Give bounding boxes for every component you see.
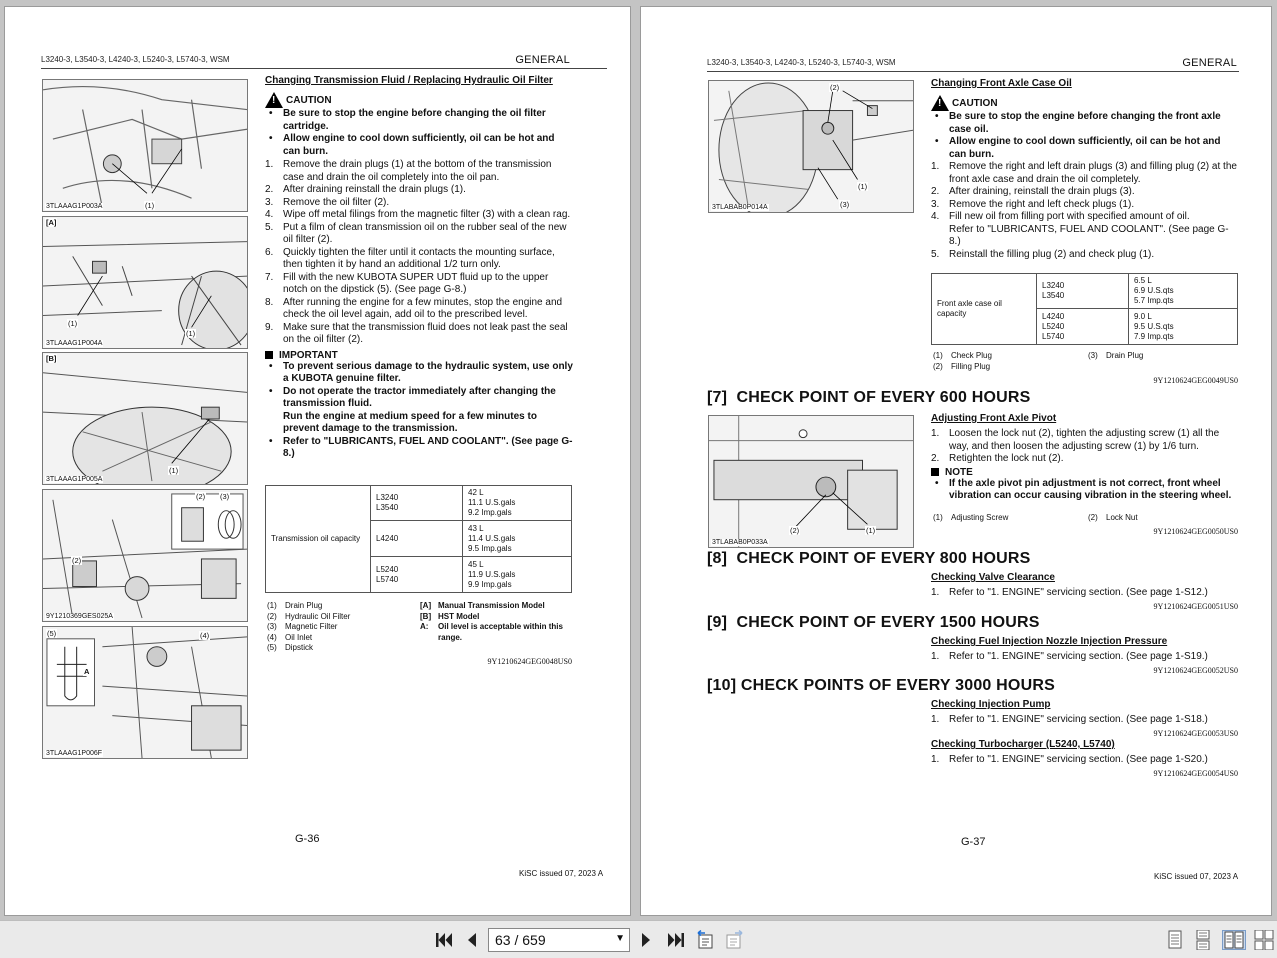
axle-capacity-table: [931, 273, 1238, 345]
step-item: 2. Retighten the lock nut (2).: [931, 453, 1064, 464]
table-label: Front axle case oil capacity: [932, 274, 1037, 345]
table-cell: L3240 L3540: [1037, 274, 1129, 309]
warning-icon: [265, 92, 283, 108]
figure-code: 3TLAAAG1P003A: [46, 203, 103, 210]
section-title: Checking Valve Clearance: [931, 572, 1055, 583]
table-cell: 6.5 L 6.9 U.S.qts 5.7 Imp.qts: [1129, 274, 1238, 309]
table-cell: 9.0 L 9.5 U.S.qts 7.9 Imp.qts: [1129, 309, 1238, 345]
go-forward-icon[interactable]: [722, 929, 746, 951]
header-models: L3240-3, L3540-3, L4240-3, L5240-3, L5740-3, WSM: [707, 58, 896, 67]
left-page: [4, 6, 631, 916]
step-item: 1. Refer to "1. ENGINE" servicing section. (See page 1-S19.): [931, 651, 1208, 662]
step-item: 8. After running the engine for a few minutes, stop the engine and check the oil level again, add oil to the prescribed level.: [265, 296, 563, 320]
important-square-icon: [265, 351, 273, 359]
figure-callout: (2): [196, 492, 206, 501]
reference-code: 9Y1210624GEG0048US0: [487, 657, 572, 666]
section-title: Checking Injection Pump: [931, 699, 1051, 710]
caution-heading: ! CAUTION: [931, 95, 1239, 111]
page-number: G-36: [295, 833, 320, 845]
valve-block: [931, 572, 1239, 600]
important-heading: IMPORTANT: [265, 350, 573, 361]
figure-callout: (2): [72, 556, 82, 565]
important-item: • To prevent serious damage to the hydraulic system, use only a KUBOTA genuine filter.: [265, 361, 573, 386]
figure-code: 3TLAAAG1P004A: [46, 340, 103, 347]
figure-axle-pivot: [708, 415, 914, 548]
important-list: [265, 361, 573, 461]
figure-drain-plugs-1: [42, 79, 248, 212]
section-heading-600: [7] CHECK POINT OF EVERY 600 HOURS: [707, 389, 1031, 406]
left-text-column: [265, 75, 573, 461]
next-page-icon[interactable]: [636, 929, 656, 951]
page-input-value: 63 / 659: [495, 932, 546, 948]
figure-code: 3TLABAB0P033A: [712, 539, 768, 546]
legend-item: (2) Filling Plug: [933, 361, 991, 371]
figure-callout: (4): [200, 631, 210, 640]
figure-front-axle: [708, 80, 914, 213]
pump-block: [931, 699, 1239, 727]
note-heading: NOTE: [931, 467, 1239, 478]
step-item: 5. Put a film of clean transmission oil on the rubber seal of the new oil filter (2).: [265, 221, 567, 245]
legend-item: A: Oil level is acceptable within this range.: [420, 622, 563, 642]
table-cell: 42 L 11.1 U.S.gals 9.2 Imp.gals: [463, 486, 572, 521]
figure-callout: A: [84, 667, 90, 676]
figure-callout: (1): [169, 466, 179, 475]
right-text-column-1: [931, 78, 1239, 261]
important-item: • Do not operate the tractor immediately after changing the transmission fluid. Run the engine at medium speed for a few minutes to prevent damage to the transmission.: [265, 386, 573, 436]
table-cell: L4240: [371, 521, 463, 557]
legend-item: (1) Check Plug: [933, 351, 992, 360]
section-heading-800: [8] CHECK POINT OF EVERY 800 HOURS: [707, 550, 1031, 567]
step-item: 1. Remove the drain plugs (1) at the bottom of the transmission case and drain the oil completely into the oil pan.: [265, 159, 552, 183]
figure-code: 9Y1210369GES025A: [46, 613, 113, 620]
step-item: 3. Remove the right and left check plugs (1).: [931, 198, 1135, 210]
caution-item: • Be sure to stop the engine before changing the front axle case oil.: [931, 111, 1239, 136]
figure-code: 3TLAAAG1P005A: [46, 476, 103, 483]
reference-code: 9Y1210624GEG0052US0: [1153, 666, 1238, 675]
section-title: Adjusting Front Axle Pivot: [931, 413, 1057, 424]
figure-callout: (3): [220, 492, 230, 501]
chevron-down-icon[interactable]: ▼: [615, 933, 625, 944]
right-page: [640, 6, 1272, 916]
two-page-view-icon[interactable]: [1222, 930, 1246, 950]
figure-tag: [B]: [46, 354, 57, 363]
header-rule: [707, 71, 1239, 72]
pivot-legend: [933, 513, 1233, 524]
legend-item: (2) Lock Nut: [1088, 513, 1138, 522]
legend-item: (2) Hydraulic Oil Filter: [267, 611, 351, 621]
reference-code: 9Y1210624GEG0049US0: [1153, 376, 1238, 385]
step-item: 6. Quickly tighten the filter until it contacts the mounting surface, then tighten it by hand an additional 1/2 turn only.: [265, 246, 555, 270]
figure-callout: (3): [840, 200, 850, 209]
step-item: 5. Reinstall the filling plug (2) and check plug (1).: [931, 248, 1155, 260]
previous-page-icon[interactable]: [462, 929, 482, 951]
table-cell: L5240 L5740: [371, 557, 463, 593]
figure-legend: [267, 601, 417, 654]
reference-code: 9Y1210624GEG0050US0: [1153, 527, 1238, 536]
caution-item: • Allow engine to cool down sufficiently, oil can be hot and can burn.: [931, 136, 1239, 161]
figure-callout: (2): [830, 83, 840, 92]
legend-item: [A] Manual Transmission Model: [420, 601, 545, 610]
step-item: 1. Refer to "1. ENGINE" servicing section. (See page 1-S12.): [931, 587, 1208, 598]
legend-item: (4) Oil Inlet: [267, 632, 313, 642]
single-page-view-icon[interactable]: [1166, 930, 1184, 950]
viewer-toolbar: [0, 920, 1277, 958]
caution-label: CAUTION: [286, 94, 332, 106]
step-item: 9. Make sure that the transmission fluid does not leak past the seal on the oil filter (2).: [265, 321, 568, 345]
figure-code: 3TLABAB0P014A: [712, 204, 768, 211]
last-page-icon[interactable]: [664, 929, 688, 951]
section-title: Checking Turbocharger (L5240, L5740): [931, 739, 1115, 750]
page-number-input[interactable]: [488, 928, 630, 952]
step-item: 2. After draining reinstall the drain plugs (1).: [265, 184, 466, 195]
caution-heading: [265, 92, 573, 108]
caution-list: [931, 111, 1239, 161]
two-page-continuous-view-icon[interactable]: [1254, 930, 1274, 950]
step-item: 1. Refer to "1. ENGINE" servicing section. (See page 1-S20.): [931, 754, 1208, 765]
caution-item: • Allow engine to cool down sufficiently, oil can be hot and can burn.: [265, 133, 573, 158]
legend-item: (3) Magnetic Filter: [267, 622, 338, 631]
figure-callout: (1): [68, 319, 78, 328]
legend-item: (3) Drain Plug: [1088, 351, 1144, 360]
table-cell: 43 L 11.4 U.S.gals 9.5 Imp.gals: [463, 521, 572, 557]
step-item: 7. Fill with the new KUBOTA SUPER UDT fluid up to the upper notch on the dipstick (5). (See page G-8.): [265, 271, 549, 295]
figure-callout: (2): [790, 526, 800, 535]
legend-item: [B] HST Model: [420, 611, 480, 621]
table-label: Transmission oil capacity: [266, 486, 371, 593]
go-back-icon[interactable]: [694, 929, 718, 951]
figure-manual-transmission: [42, 216, 248, 349]
figure-dipstick: [42, 626, 248, 759]
step-item: 1. Refer to "1. ENGINE" servicing section. (See page 1-S18.): [931, 714, 1208, 725]
steps-list: [931, 161, 1239, 261]
step-item: 2. After draining, reinstall the drain plugs (3).: [931, 186, 1135, 197]
figure-oil-filter: [42, 489, 248, 622]
figure-callout: (1): [186, 329, 196, 338]
section-title: Changing Front Axle Case Oil: [931, 78, 1072, 89]
legend-item: (1) Drain Plug: [267, 601, 323, 610]
issued-label: KiSC issued 07, 2023 A: [519, 869, 604, 878]
figure-callout: (1): [858, 182, 868, 191]
figure-callout: (1): [866, 526, 876, 535]
figure-hst-model: [42, 352, 248, 485]
header-rule: [41, 68, 607, 69]
step-item: 4. Wipe off metal filings from the magnetic filter (3) with a clean rag.: [265, 209, 571, 220]
section-title: Changing Transmission Fluid / Replacing Hydraulic Oil Filter: [265, 75, 553, 86]
turbo-block: [931, 739, 1239, 767]
reference-code: 9Y1210624GEG0051US0: [1153, 602, 1238, 611]
step-item: 3. Remove the oil filter (2).: [265, 196, 390, 208]
table-cell: L3240 L3540: [371, 486, 463, 521]
caution-item: • Be sure to stop the engine before changing the oil filter cartridge.: [265, 108, 573, 133]
figure-legend-right: [420, 601, 575, 643]
issued-label: KiSC issued 07, 2023 A: [1154, 872, 1239, 881]
first-page-icon[interactable]: [432, 929, 456, 951]
header-models: L3240-3, L3540-3, L4240-3, L5240-3, L5740-3, WSM: [41, 55, 230, 64]
page-number: G-37: [961, 836, 986, 848]
figure-callout: (1): [145, 201, 155, 210]
transmission-capacity-table: [265, 485, 572, 593]
table-cell: 45 L 11.9 U.S.gals 9.9 Imp.gals: [463, 557, 572, 593]
figure-code: 3TLAAAG1P006F: [46, 750, 103, 757]
note-list: [931, 478, 1239, 503]
legend-item: (1) Adjusting Screw: [933, 513, 1009, 522]
section-title: Checking Fuel Injection Nozzle Injection Pressure: [931, 636, 1168, 647]
header-section: GENERAL: [1182, 57, 1237, 69]
figure-tag: [A]: [46, 218, 57, 227]
reference-code: 9Y1210624GEG0054US0: [1153, 769, 1238, 778]
warning-icon: [931, 95, 949, 111]
pivot-steps: [931, 428, 1239, 466]
figure-callout: (5): [47, 629, 57, 638]
steps-list: [265, 159, 573, 347]
note-square-icon: [931, 468, 939, 476]
reference-code: 9Y1210624GEG0053US0: [1153, 729, 1238, 738]
header-section: GENERAL: [515, 54, 570, 66]
nozzle-block: [931, 636, 1239, 664]
note-item: • If the axle pivot pin adjustment is not correct, front wheel vibration can occur causing vibration in the steering wheel.: [931, 478, 1239, 503]
step-item: 1. Remove the right and left drain plugs (3) and filling plug (2) at the front axle case and drain the oil completely.: [931, 161, 1237, 185]
section-heading-1500: [9] CHECK POINT OF EVERY 1500 HOURS: [707, 614, 1040, 631]
continuous-view-icon[interactable]: [1194, 930, 1212, 950]
pivot-column: [931, 413, 1239, 503]
caution-list: [265, 108, 573, 158]
axle-legend: [933, 351, 1233, 372]
step-item: 1. Loosen the lock nut (2), tighten the adjusting screw (1) all the way, and then loosen the adjusting screw (1) by 1/6 turn.: [931, 428, 1220, 452]
important-item: • Refer to "LUBRICANTS, FUEL AND COOLANT". (See page G-8.): [265, 436, 573, 461]
legend-item: (5) Dipstick: [267, 643, 314, 652]
table-cell: L4240 L5240 L5740: [1037, 309, 1129, 345]
section-heading-3000: [10] CHECK POINTS OF EVERY 3000 HOURS: [707, 677, 1055, 694]
step-item: 4. Fill new oil from filling port with specified amount of oil. Refer to "LUBRICANTS, FUEL AND COOLANT". (See page G-8.): [931, 211, 1229, 247]
